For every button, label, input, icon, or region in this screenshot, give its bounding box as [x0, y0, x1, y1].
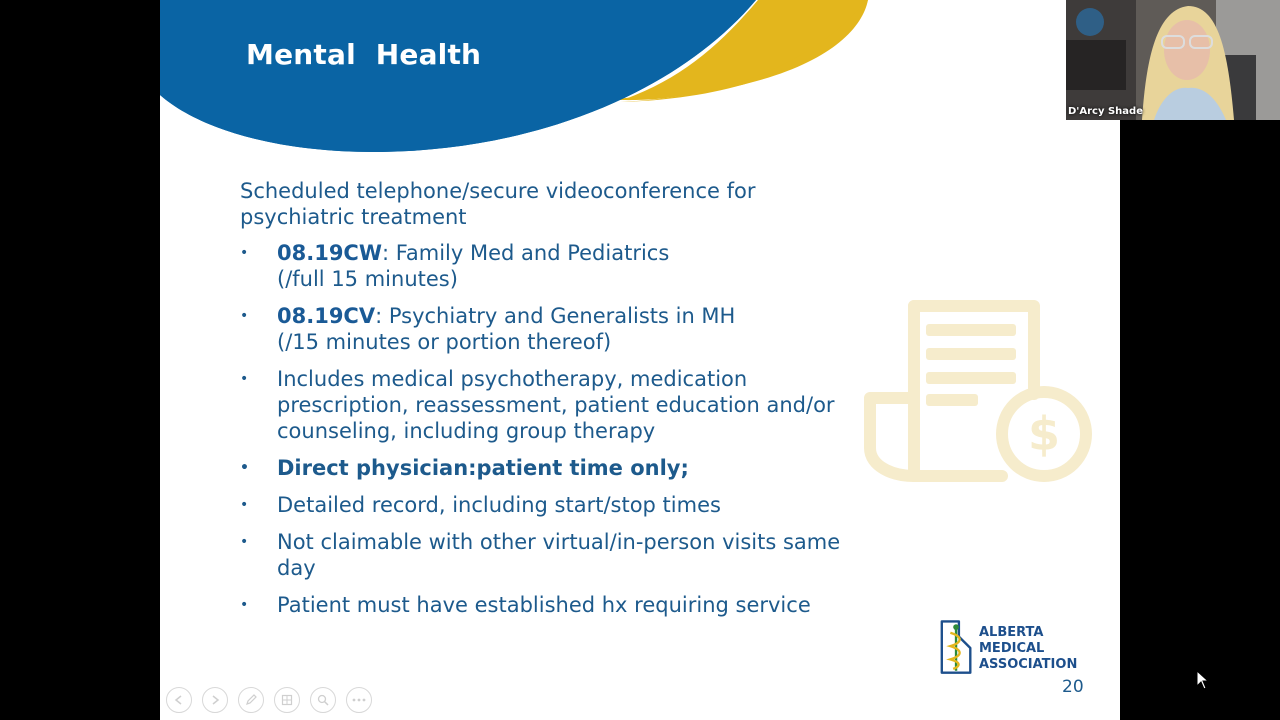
- bullet-marker: •: [240, 308, 249, 324]
- participant-video-feed: [1066, 0, 1280, 120]
- bullet-marker: •: [240, 460, 249, 476]
- list-item-subtext: (/15 minutes or portion thereof): [277, 330, 612, 354]
- banner-gold-arc: [160, 0, 1120, 160]
- ama-line-3: ASSOCIATION: [979, 657, 1078, 672]
- list-item: [240, 529, 880, 581]
- pen-tool-button[interactable]: [238, 687, 264, 713]
- slide: [160, 0, 1120, 720]
- list-item: [240, 303, 880, 355]
- more-options-button[interactable]: [346, 687, 372, 713]
- zoom-button[interactable]: [310, 687, 336, 713]
- list-item: [240, 592, 880, 618]
- list-item-text: Not claimable with other virtual/in-person visits same day: [277, 530, 841, 580]
- bullet-marker: •: [240, 534, 249, 550]
- list-item: [240, 455, 880, 481]
- bullet-list: [240, 240, 880, 629]
- billing-code: 08.19CV: [277, 304, 376, 328]
- next-slide-button[interactable]: [202, 687, 228, 713]
- slideshow-controls: [166, 686, 372, 714]
- billing-code: 08.19CW: [277, 241, 382, 265]
- mouse-cursor-icon: [1196, 670, 1210, 690]
- slide-title: Mental Health: [246, 38, 482, 71]
- bullet-marker: •: [240, 245, 249, 261]
- list-item-subtext: (/full 15 minutes): [277, 267, 458, 291]
- bullet-marker: •: [240, 371, 249, 387]
- zoom-icon: [317, 694, 329, 706]
- svg-text:$: $: [1027, 407, 1061, 461]
- list-item-text: Detailed record, including start/stop times: [277, 493, 721, 517]
- participant-video-tile[interactable]: [1066, 0, 1280, 120]
- ama-line-1: ALBERTA: [979, 625, 1044, 640]
- more-icon: [352, 697, 366, 703]
- list-item: [240, 492, 880, 518]
- ama-line-2: MEDICAL: [979, 641, 1045, 656]
- list-item-text: Includes medical psychotherapy, medication prescription, reassessment, patient education and/or counseling, including group therapy: [277, 367, 835, 443]
- list-item-text: : Psychiatry and Generalists in MH: [375, 304, 736, 328]
- list-item-text: : Family Med and Pediatrics: [382, 241, 670, 265]
- alberta-caduceus-icon: [938, 618, 976, 678]
- bullet-marker: •: [240, 497, 249, 513]
- previous-slide-button[interactable]: [166, 687, 192, 713]
- pen-icon: [245, 694, 257, 706]
- invoice-dollar-icon: [862, 298, 1094, 484]
- ama-wordmark: [979, 625, 1077, 673]
- list-item: [240, 366, 880, 444]
- see-all-slides-button[interactable]: [274, 687, 300, 713]
- slide-number: 20: [1062, 677, 1084, 697]
- list-item-text: Direct physician:patient time only;: [277, 456, 689, 480]
- ama-logo: [938, 618, 1088, 680]
- list-item: [240, 240, 880, 292]
- list-item-text: Patient must have established hx requiring service: [277, 593, 811, 617]
- bullet-marker: •: [240, 597, 249, 613]
- slide-intro: Scheduled telephone/secure videoconference for psychiatric treatment: [240, 179, 756, 229]
- next-icon: [209, 694, 221, 706]
- slides-icon: [281, 694, 293, 706]
- previous-icon: [173, 694, 185, 706]
- speaker-name-label: D'Arcy Shade: [1068, 106, 1143, 117]
